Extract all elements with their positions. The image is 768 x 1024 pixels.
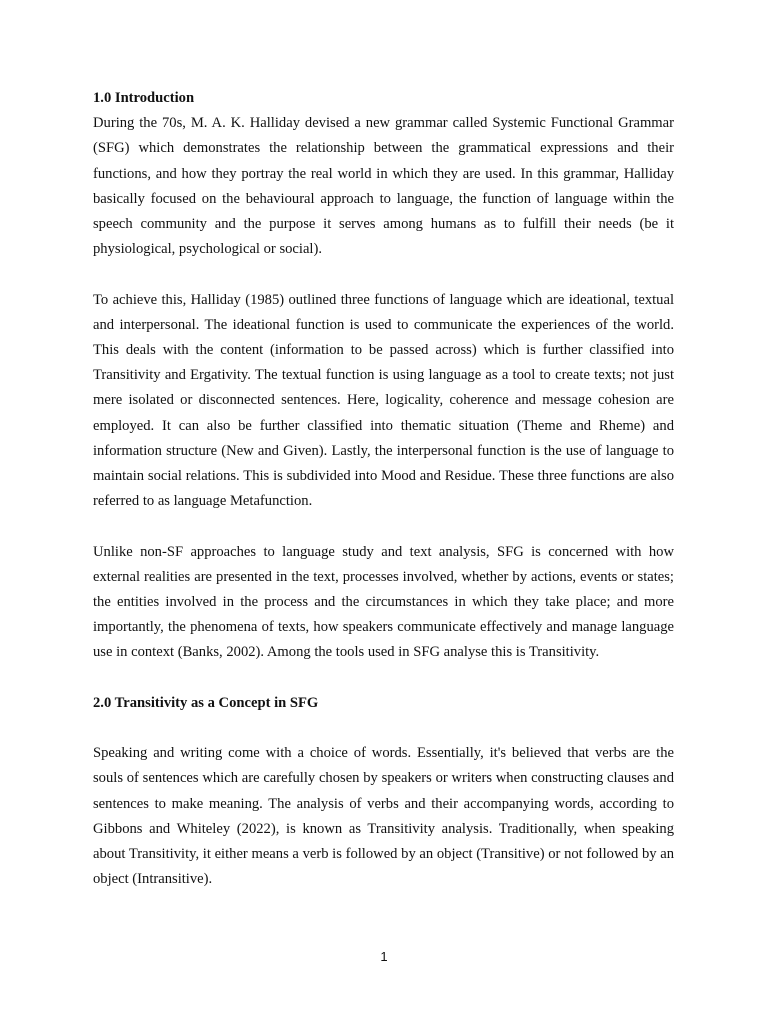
paragraph-spacer [93, 514, 674, 539]
page-number: 1 [380, 949, 388, 964]
paragraph-spacer [93, 716, 674, 741]
paragraph-non-sf-approaches: Unlike non-SF approaches to language study and text analysis, SFG is concerned with how external realities are presented in the text, processes involved, whether by actions, events or states; the entities involved in the process and the circumstances in which they take place; and more importantly, the phenomena of texts, how speakers communicate effectively and manage language use in context (Banks, 2002). Among the tools used in SFG analyse this is Transitivity. [93, 543, 674, 661]
document-page [93, 86, 674, 892]
section-heading-transitivity: 2.0 Transitivity as a Concept in SFG [93, 694, 319, 711]
paragraph-transitivity-analysis: Speaking and writing come with a choice of words. Essentially, it's believed that verbs are the souls of sentences which are carefully chosen by speakers or writers when constructing clauses and sentences to make meaning. The analysis of verbs and their accompanying words, according to Gibbons and Whiteley (2022), is known as Transitivity analysis. Traditionally, when speaking about Transitivity, it either means a verb is followed by an object (Transitive) or not followed by an object (Intransitive). [93, 745, 674, 888]
paragraph-three-functions: To achieve this, Halliday (1985) outlined three functions of language which are ideational, textual and interpersonal. The ideational function is used to communicate the experiences of the world. This deals with the content (information to be passed across) which is further classified into Transitivity and Ergativity. The textual function is using language as a tool to create texts; not just mere isolated or disconnected sentences. Here, logicality, coherence and message cohesion are employed. It can also be further classified into thematic situation (Theme and Rheme) and information structure (New and Given). Lastly, the interpersonal function is the use of language to maintain social relations. This is subdivided into Mood and Residue. These three functions are also referred to as language Metafunction. [93, 291, 674, 510]
section-heading-introduction: 1.0 Introduction [93, 90, 195, 106]
paragraph-spacer [93, 262, 674, 287]
paragraph-spacer [93, 666, 674, 691]
paragraph-halliday-sfg: During the 70s, M. A. K. Halliday devised a new grammar called Systemic Functional Grammar (SFG) which demonstrates the relationship between the grammatical expressions and their functions, and how they portray the real world in which they are used. In this grammar, Halliday basically focused on the behavioural approach to language, the function of language within the speech community and the purpose it serves among humans as to fulfill their needs (be it physiological, psychological or social). [93, 115, 674, 258]
